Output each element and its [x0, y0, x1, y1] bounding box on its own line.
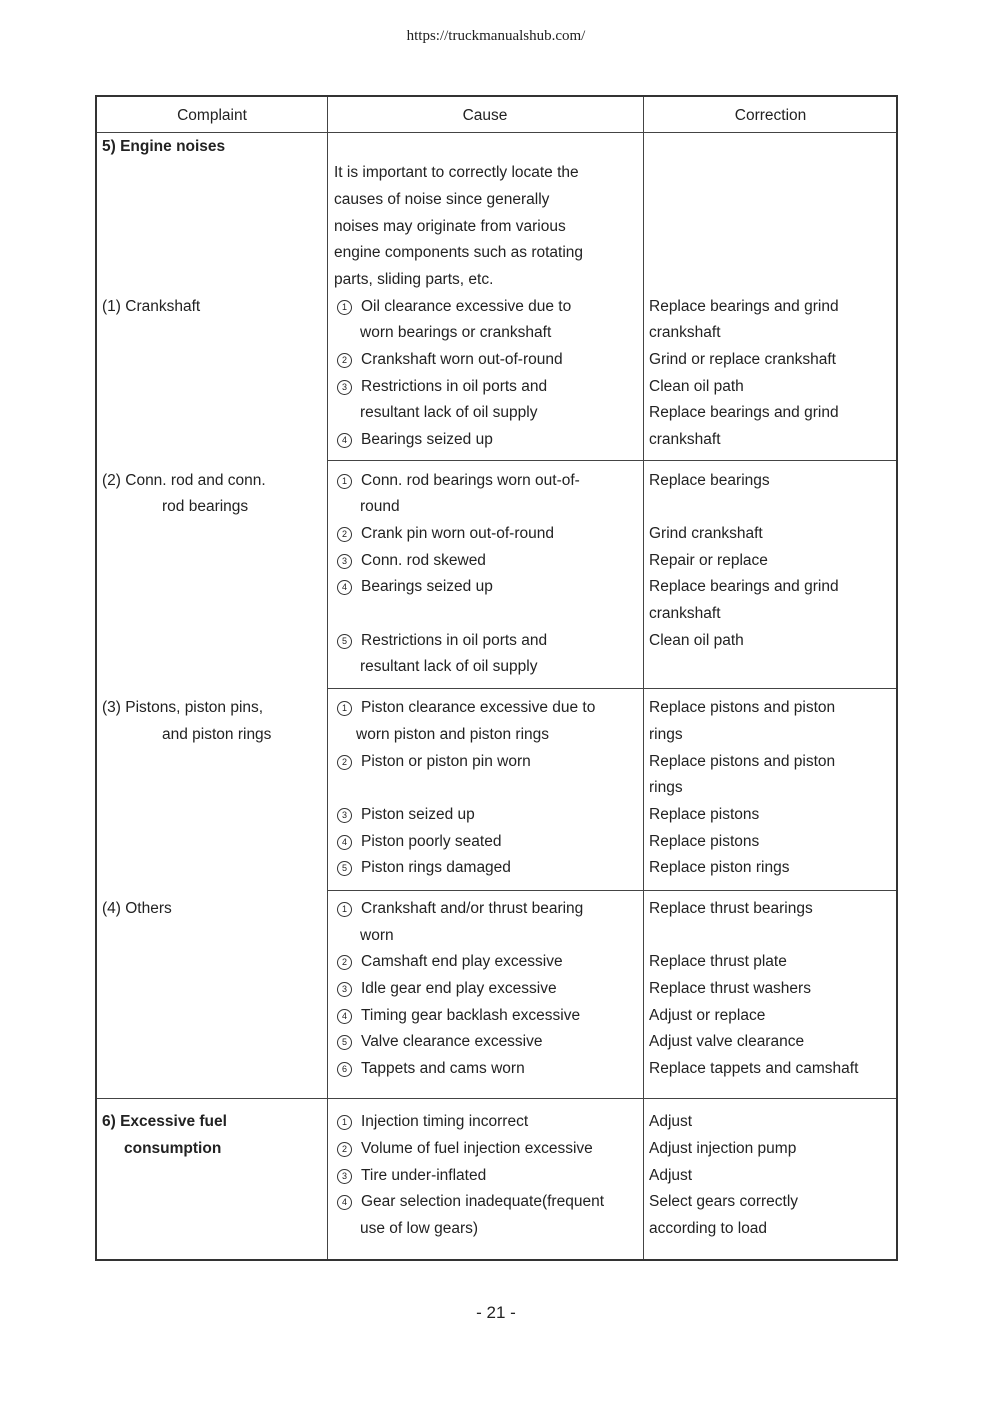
cause-item: 2 Volume of fuel injection excessive: [337, 1140, 593, 1158]
complaint-label: (3) Pistons, piston pins,: [102, 699, 264, 716]
correction-line: Adjust injection pump: [649, 1140, 797, 1157]
correction-line: Replace pistons and piston: [649, 753, 836, 770]
correction-line: Replace thrust plate: [649, 953, 787, 970]
cause-item: 2 Crank pin worn out-of-round: [337, 525, 554, 543]
header-correction: Correction: [734, 107, 807, 124]
circled-number: 2: [337, 955, 352, 970]
intro-line: engine components such as rotating: [334, 244, 584, 261]
intro-line: noises may originate from various: [334, 218, 566, 235]
correction-line: crankshaft: [649, 605, 721, 622]
intro-line: parts, sliding parts, etc.: [334, 271, 494, 288]
row-divider: [327, 460, 896, 461]
correction-line: rings: [649, 779, 683, 796]
cause-item: 3 Tire under-inflated: [337, 1167, 486, 1185]
row-divider: [97, 1098, 896, 1099]
intro-line: causes of noise since generally: [334, 191, 550, 208]
circled-number: 5: [337, 634, 352, 649]
cause-line: resultant lack of oil supply: [360, 404, 538, 421]
source-url: https://truckmanualshub.com/: [406, 28, 586, 44]
correction-line: Replace pistons and piston: [649, 699, 836, 716]
cause-line: worn piston and piston rings: [356, 726, 550, 743]
circled-number: 2: [337, 755, 352, 770]
cause-item: 1 Oil clearance excessive due to: [337, 298, 571, 316]
intro-line: It is important to correctly locate the: [334, 164, 579, 181]
correction-line: Adjust: [649, 1113, 693, 1130]
troubleshooting-table: [95, 95, 898, 1261]
column-divider: [327, 97, 328, 1259]
cause-line: resultant lack of oil supply: [360, 658, 538, 675]
circled-number: 1: [337, 701, 352, 716]
circled-number: 3: [337, 808, 352, 823]
cause-line: worn: [360, 927, 394, 944]
correction-line: Replace piston rings: [649, 859, 790, 876]
circled-number: 5: [337, 861, 352, 876]
circled-number: 6: [337, 1062, 352, 1077]
correction-line: Clean oil path: [649, 378, 744, 395]
correction-line: Replace pistons: [649, 833, 760, 850]
cause-item: 5 Piston rings damaged: [337, 859, 511, 877]
cause-item: 5 Restrictions in oil ports and: [337, 632, 547, 650]
cause-item: 1 Injection timing incorrect: [337, 1113, 528, 1131]
cause-item: 1 Conn. rod bearings worn out-of-: [337, 472, 580, 490]
cause-line: worn bearings or crankshaft: [360, 324, 552, 341]
cause-item: 2 Camshaft end play excessive: [337, 953, 563, 971]
correction-line: Grind crankshaft: [649, 525, 763, 542]
correction-line: Grind or replace crankshaft: [649, 351, 836, 368]
cause-item: 4 Piston poorly seated: [337, 833, 501, 851]
header-cause: Cause: [462, 107, 508, 124]
page-number: - 21 -: [476, 1303, 516, 1322]
cause-line: round: [360, 498, 400, 515]
correction-line: Replace thrust washers: [649, 980, 811, 997]
cause-item: 4 Bearings seized up: [337, 431, 493, 449]
cause-item: 2 Crankshaft worn out-of-round: [337, 351, 563, 369]
cause-item: 4 Gear selection inadequate(frequent: [337, 1193, 604, 1211]
cause-item: 1 Crankshaft and/or thrust bearing: [337, 900, 583, 918]
cause-item: 3 Conn. rod skewed: [337, 552, 486, 570]
correction-line: Replace pistons: [649, 806, 760, 823]
cause-line: use of low gears): [360, 1220, 479, 1237]
circled-number: 5: [337, 1035, 352, 1050]
complaint-label: (2) Conn. rod and conn.: [102, 472, 266, 489]
circled-number: 2: [337, 353, 352, 368]
cause-item: 6 Tappets and cams worn: [337, 1060, 525, 1078]
circled-number: 2: [337, 527, 352, 542]
correction-line: Replace bearings and grind: [649, 404, 839, 421]
cause-item: 1 Piston clearance excessive due to: [337, 699, 595, 717]
circled-number: 2: [337, 1142, 352, 1157]
cause-item: 3 Restrictions in oil ports and: [337, 378, 547, 396]
column-divider: [643, 97, 644, 1259]
row-divider: [327, 890, 896, 891]
correction-line: according to load: [649, 1220, 768, 1237]
correction-line: Replace bearings and grind: [649, 578, 839, 595]
correction-line: Adjust: [649, 1167, 693, 1184]
correction-line: Adjust valve clearance: [649, 1033, 805, 1050]
section-title: consumption: [124, 1140, 222, 1157]
complaint-label: and piston rings: [162, 726, 272, 743]
correction-line: crankshaft: [649, 324, 721, 341]
circled-number: 1: [337, 1115, 352, 1130]
section-title: 5) Engine noises: [102, 138, 226, 155]
circled-number: 4: [337, 433, 352, 448]
correction-line: Repair or replace: [649, 552, 768, 569]
correction-line: Replace bearings and grind: [649, 298, 839, 315]
circled-number: 3: [337, 380, 352, 395]
section-title: 6) Excessive fuel: [102, 1113, 227, 1130]
correction-line: Adjust or replace: [649, 1007, 766, 1024]
cause-item: 4 Timing gear backlash excessive: [337, 1007, 580, 1025]
correction-line: Select gears correctly: [649, 1193, 799, 1210]
cause-item: 5 Valve clearance excessive: [337, 1033, 543, 1051]
row-divider: [327, 688, 896, 689]
complaint-label: rod bearings: [162, 498, 249, 515]
circled-number: 3: [337, 554, 352, 569]
correction-line: Replace thrust bearings: [649, 900, 813, 917]
circled-number: 4: [337, 580, 352, 595]
cause-item: 3 Piston seized up: [337, 806, 475, 824]
circled-number: 1: [337, 300, 352, 315]
complaint-label: (1) Crankshaft: [102, 298, 201, 315]
correction-line: Replace bearings: [649, 472, 770, 489]
correction-line: crankshaft: [649, 431, 721, 448]
header-divider: [97, 132, 896, 133]
circled-number: 3: [337, 1169, 352, 1184]
cause-item: 4 Bearings seized up: [337, 578, 493, 596]
circled-number: 4: [337, 835, 352, 850]
circled-number: 1: [337, 474, 352, 489]
header-complaint: Complaint: [177, 107, 247, 124]
circled-number: 1: [337, 902, 352, 917]
circled-number: 4: [337, 1195, 352, 1210]
correction-line: rings: [649, 726, 683, 743]
correction-line: Replace tappets and camshaft: [649, 1060, 859, 1077]
cause-item: 3 Idle gear end play excessive: [337, 980, 557, 998]
complaint-label: (4) Others: [102, 900, 172, 917]
circled-number: 3: [337, 982, 352, 997]
cause-item: 2 Piston or piston pin worn: [337, 753, 531, 771]
correction-line: Clean oil path: [649, 632, 744, 649]
circled-number: 4: [337, 1009, 352, 1024]
